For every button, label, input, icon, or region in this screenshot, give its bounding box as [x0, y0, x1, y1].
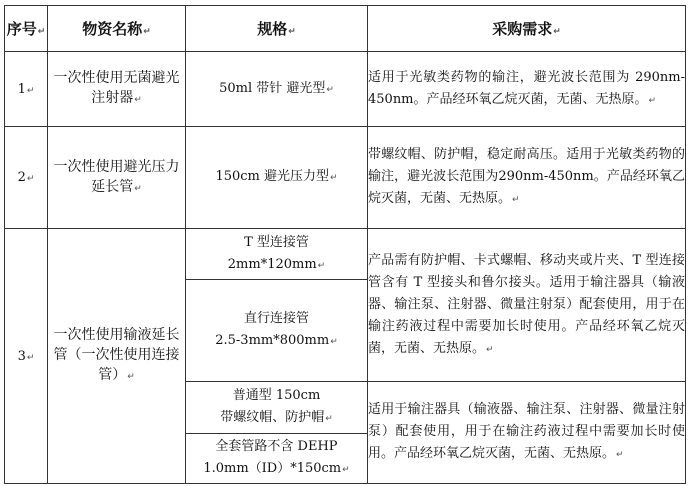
header-index: 序号↵: [5, 6, 48, 52]
header-row: [5, 6, 686, 52]
subitem-spec: 全套管路不含 DEHP 1.0mm（ID）*150cm↵: [186, 434, 368, 484]
paragraph-mark-icon: ↵: [330, 173, 338, 183]
subitem-spec: T 型连接管 2mm*120mm↵: [186, 229, 368, 280]
row-index: 3↵: [5, 229, 48, 484]
row-name: 一次性使用避光压力延长管↵: [48, 127, 186, 229]
row-index: 1↵: [5, 52, 48, 127]
paragraph-mark-icon: ↵: [26, 352, 35, 363]
procurement-table: [4, 5, 686, 484]
paragraph-mark-icon: ↵: [127, 372, 135, 382]
row-requirement: 适用于输注器具（输液器、输注泵、注射器、微量注射泵）配套使用，用于在输注药液过程中需要加长时使用。产品经环氧乙烷灭菌，无菌、无热原。↵: [368, 382, 686, 484]
paragraph-mark-icon: ↵: [134, 183, 142, 194]
paragraph-mark-icon: ↵: [317, 260, 326, 271]
table-row: [5, 52, 686, 127]
paragraph-mark-icon: ↵: [26, 85, 35, 96]
paragraph-mark-icon: ↵: [26, 174, 35, 184]
paragraph-mark-icon: ↵: [37, 27, 46, 37]
paragraph-mark-icon: ↵: [143, 27, 151, 37]
row-requirement: 适用于光敏类药物的输注，避光波长范围为 290nm-450nm。产品经环氧乙烷灭菌，无菌、无热原。↵: [368, 52, 686, 127]
row-requirement: 带螺纹帽、防护帽，稳定耐高压。适用于光敏类药物的输注，避光波长范围为290nm-450nm。产品经环氧乙烷灭菌，无菌、无热原。↵: [368, 127, 686, 229]
paragraph-mark-icon: ↵: [325, 414, 333, 424]
row-spec: 150cm 避光压力型↵: [186, 127, 368, 229]
paragraph-mark-icon: ↵: [486, 344, 494, 355]
paragraph-mark-icon: ↵: [326, 84, 334, 95]
table-row: [5, 127, 686, 229]
row-name: 一次性使用输液延长管（一次性使用连接管）↵: [48, 229, 186, 484]
row-index: 2↵: [5, 127, 48, 229]
paragraph-mark-icon: ↵: [288, 27, 296, 37]
header-name: 物资名称↵: [48, 6, 186, 52]
table-row: [5, 229, 686, 280]
subitem-spec: 普通型 150cm 带螺纹帽、防护帽↵: [186, 382, 368, 434]
paragraph-mark-icon: ↵: [616, 450, 624, 460]
row-requirement: 产品需有防护帽、卡式螺帽、移动夹或片夹、T 型连接管含有 T 型接头和鲁尔接头。适用于输注器具（输液器、输注泵、注射器、微量注射泵）配套使用，用于在输注药液过程中需要加长时使用。产品经环氧乙烷灭菌，无菌、无热原。↵: [368, 229, 686, 382]
paragraph-mark-icon: ↵: [648, 95, 657, 106]
subitem-spec: 直行连接管 2.5-3mm*800mm↵: [186, 280, 368, 382]
paragraph-mark-icon: ↵: [512, 195, 520, 205]
paragraph-mark-icon: ↵: [330, 337, 338, 347]
header-spec: 规格↵: [186, 6, 368, 52]
row-name: 一次性使用无菌避光注射器↵: [48, 52, 186, 127]
row-spec: 50ml 带针 避光型↵: [186, 52, 368, 127]
paragraph-mark-icon: ↵: [134, 95, 142, 105]
paragraph-mark-icon: ↵: [342, 465, 350, 475]
paragraph-mark-icon: ↵: [553, 27, 561, 37]
header-requirement: 采购需求↵: [368, 6, 686, 52]
